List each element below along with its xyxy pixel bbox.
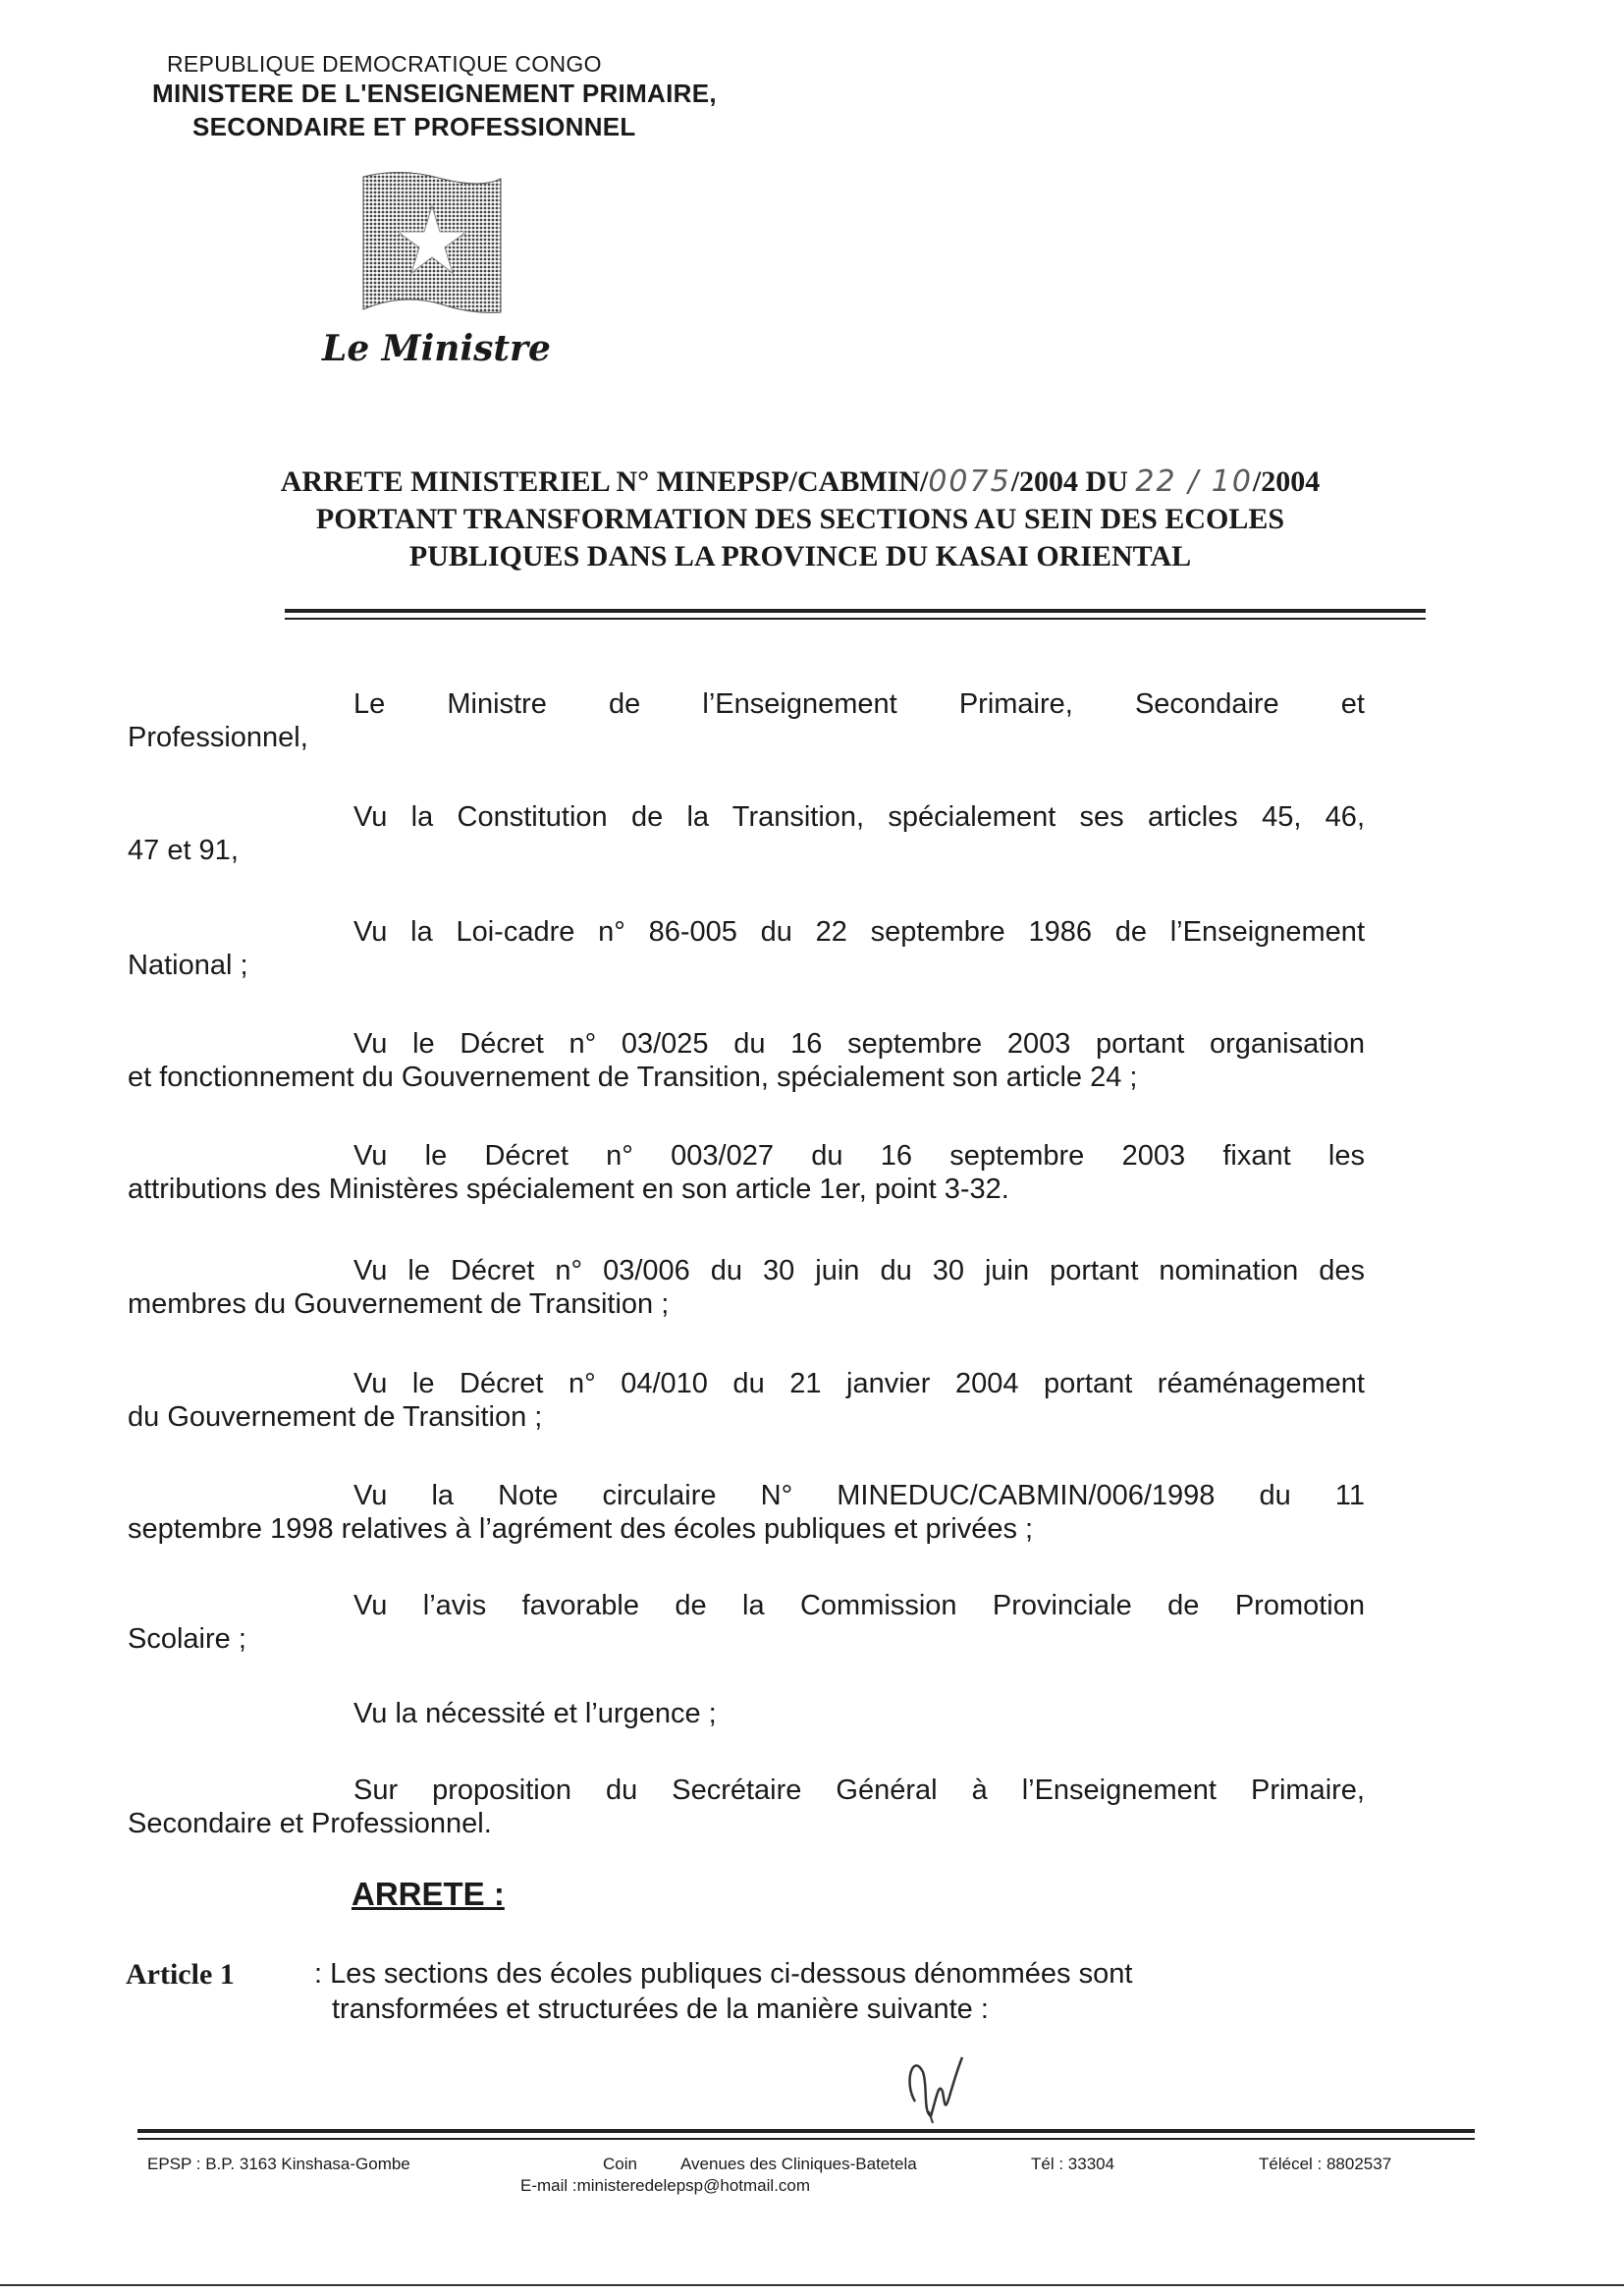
article-1-text: : Les sections des écoles publiques ci-dessous dénommées sont transformées et structurées de la manière suivante : [314,1958,1133,2025]
preamble-paragraph-2: Vu la Constitution de la Transition, spécialement ses articles 45, 46, 47 et 91, [128,801,1365,866]
preamble-paragraph-7: Vu le Décret n° 04/010 du 21 janvier 2004 portant réaménagement du Gouvernement de Transition ; [128,1368,1365,1433]
title-rule [285,609,1426,613]
decree-year-du: /2004 DU [1010,465,1128,498]
decree-number-prefix: ARRETE MINISTERIEL N° MINEPSP/CABMIN/ [280,465,929,498]
footer-address: EPSP : B.P. 3163 Kinshasa-Gombe [147,2155,410,2173]
ministry-line-1: MINISTERE DE L'ENSEIGNEMENT PRIMAIRE, [152,79,717,108]
footer-rule [137,2129,1475,2133]
preamble-paragraph-8: Vu la Note circulaire N° MINEDUC/CABMIN/006/1998 du 11 septembre 1998 relatives à l’agrément des écoles publiques et privées ; [128,1480,1365,1545]
decree-title-line-3: PUBLIQUES DANS LA PROVINCE DU KASAI ORIENTAL [408,540,1192,573]
signatory-title: Le Ministre [322,328,551,369]
preamble-paragraph-11: Sur proposition du Secrétaire Général à l’Enseignement Primaire, Secondaire et Professionnel. [128,1775,1365,1839]
footer-telecel: Télécel : 8802537 [1259,2155,1392,2173]
page-bottom-line [0,2284,1624,2286]
article-1-label: Article 1 [126,1958,235,1991]
handwritten-date: 22 / 10 [1135,464,1253,499]
footer-corner-label: Coin [603,2155,637,2173]
arrete-heading: ARRETE : [352,1876,505,1912]
footer-tel: Tél : 33304 [1031,2155,1115,2173]
ministry-line-2: SECONDAIRE ET PROFESSIONNEL [192,112,636,141]
preamble-paragraph-10: Vu la nécessité et l’urgence ; [353,1698,717,1729]
preamble-paragraph-3: Vu la Loi-cadre n° 86-005 du 22 septembre 1986 de l’Enseignement National ; [128,916,1365,981]
footer-avenues: Avenues des Cliniques-Batetela [680,2155,917,2173]
decree-title-line-1 [196,464,1404,501]
preamble-paragraph-9: Vu l’avis favorable de la Commission Provinciale de Promotion Scolaire ; [128,1590,1365,1655]
decree-year: /2004 [1252,465,1321,498]
preamble-paragraph-1: Le Ministre de l’Enseignement Primaire, Secondaire et Professionnel, [128,688,1365,753]
footer-email: E-mail :ministeredelepsp@hotmail.com [520,2176,811,2195]
preamble-paragraph-6: Vu le Décret n° 03/006 du 30 juin du 30 juin portant nomination des membres du Gouvernement de Transition ; [128,1255,1365,1320]
preamble-paragraph-4: Vu le Décret n° 03/025 du 16 septembre 2003 portant organisation et fonctionnement du Gouvernement de Transition, spécialement son article 24 ; [128,1028,1365,1093]
preamble-paragraph-5: Vu le Décret n° 003/027 du 16 septembre 2003 fixant les attributions des Ministères spécialement en son article 1er, point 3-32. [128,1140,1365,1205]
handwritten-signature [893,2043,982,2131]
title-rule-thin [285,618,1426,620]
flag-star-emblem [353,167,511,324]
country-name: REPUBLIQUE DEMOCRATIQUE CONGO [167,51,602,77]
decree-title-line-2: PORTANT TRANSFORMATION DES SECTIONS AU SEIN DES ECOLES [315,503,1285,535]
footer-rule-thin [137,2138,1475,2140]
handwritten-number: 0075 [928,464,1011,499]
